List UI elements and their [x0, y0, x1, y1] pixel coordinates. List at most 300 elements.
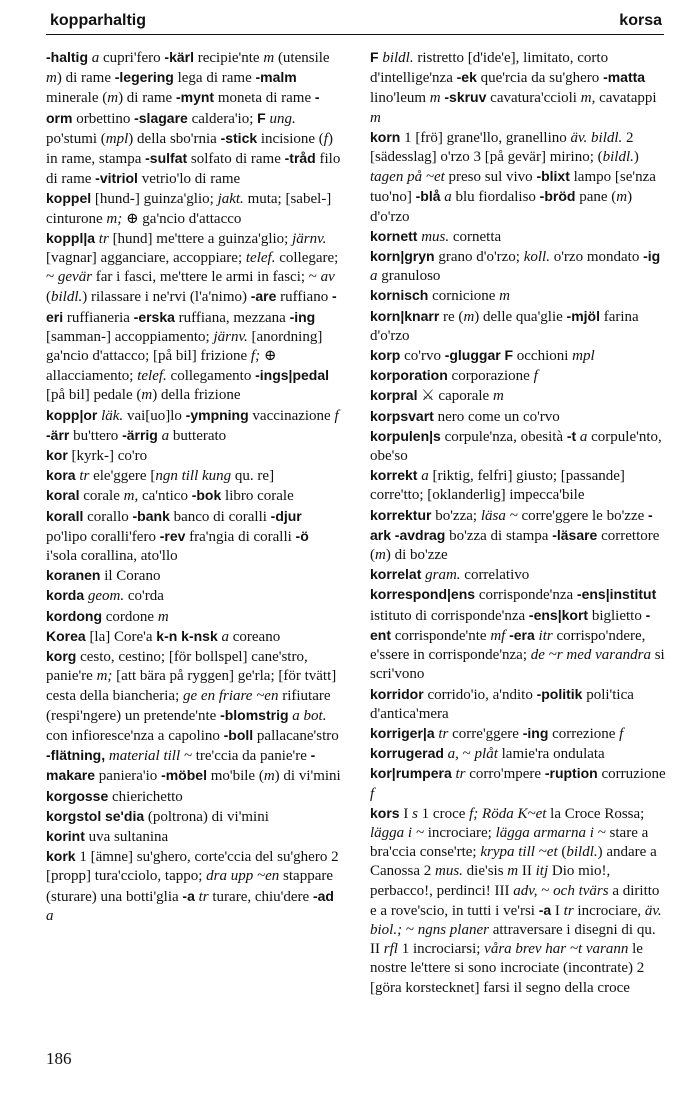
- definition-text: ~: [402, 921, 418, 938]
- headword: -ark: [370, 506, 653, 543]
- italic-label: mus.: [435, 863, 463, 880]
- definition-text: correzione: [548, 725, 620, 742]
- headword: korrektur: [370, 506, 432, 523]
- headword: -avdrag: [394, 526, 446, 543]
- headword: kor: [46, 447, 68, 464]
- dictionary-entry: [46, 807, 341, 827]
- italic-label: m: [375, 547, 386, 564]
- dictionary-entry: [370, 506, 666, 566]
- definition-text: ⊕ ga'ncio d'attacco: [122, 210, 242, 227]
- headword: koral: [46, 487, 80, 504]
- definition-text: [vagnar] agganciare, accoppiare;: [46, 250, 246, 267]
- headword: -gluggar: [444, 347, 501, 364]
- definition-text: recipie'nte: [194, 50, 264, 66]
- italic-label: adv,: [513, 882, 538, 899]
- italic-label: m: [157, 608, 169, 625]
- definition-text: ) in rame, stampa: [46, 130, 333, 168]
- italic-label: mus.: [417, 228, 450, 245]
- headword: -bank: [132, 507, 170, 524]
- definition-text: re (: [439, 308, 464, 325]
- italic-label: telef.: [245, 250, 276, 267]
- definition-text: corpule'nza, obesità: [440, 428, 567, 445]
- definition-text: fra'ngia di coralli: [185, 528, 296, 545]
- definition-text: filo di rame: [46, 151, 341, 188]
- headword: -boll: [223, 726, 254, 743]
- definition-text: turare, chiu'dere: [208, 888, 313, 905]
- dictionary-entry: [370, 247, 666, 286]
- italic-label: m: [616, 189, 628, 206]
- italic-label: lägga armarna i ~: [495, 824, 606, 841]
- dictionary-entry: [370, 744, 666, 764]
- headword: korrugerad: [370, 745, 444, 762]
- headword: kors: [370, 804, 400, 821]
- headword: -sulfat: [145, 150, 188, 167]
- headword: -mynt: [175, 89, 215, 106]
- dictionary-entry: [370, 366, 666, 386]
- definition-text: corre'ggere le bo'zze: [517, 507, 649, 524]
- definition-text: (utensile: [274, 50, 330, 66]
- italic-label: f: [334, 407, 339, 424]
- italic-label: m: [107, 90, 119, 107]
- italic-label: järnv.: [213, 328, 248, 345]
- definition-text: nero come un co'rvo: [433, 408, 560, 425]
- italic-label: geom.: [84, 588, 125, 605]
- definition-text: la Croce Rossa;: [546, 805, 645, 822]
- definition-text: le nostre le'ttere si sono incrociate (incontrate) 2 [göra korstecknet] farsi il segno della croce: [370, 941, 645, 996]
- definition-text: istituto di corrisponde'nza: [370, 607, 529, 624]
- headword: -makare: [46, 747, 316, 784]
- headword: korgstol: [46, 807, 102, 824]
- headword: korn|knarr: [370, 307, 440, 324]
- italic-label: m: [370, 109, 381, 126]
- definition-text: lamie'ra ondulata: [497, 746, 605, 763]
- definition-text: ) di rame: [56, 70, 115, 87]
- definition-text: correttore (: [370, 527, 660, 564]
- definition-text: lega di rame: [173, 70, 256, 87]
- headword: -orm: [46, 89, 320, 126]
- definition-text: ⊕ allacciamento;: [46, 348, 277, 385]
- definition-text: tre'ccia da panie're: [191, 748, 311, 765]
- definition-text: lino'leum: [370, 90, 430, 107]
- italic-label: a: [157, 427, 170, 444]
- headword: korgosse: [46, 787, 109, 804]
- italic-label: järnv.: [292, 230, 327, 247]
- italic-label: ung.: [265, 110, 296, 127]
- definition-text: libro corale: [221, 488, 294, 505]
- definition-text: (: [557, 844, 567, 861]
- headword: -ing: [289, 308, 316, 325]
- italic-label: bildl.: [51, 289, 83, 306]
- dictionary-entry: [46, 507, 341, 567]
- italic-label: a bot.: [288, 707, 327, 724]
- headword: kornett: [370, 227, 418, 244]
- definition-text: minerale (: [46, 90, 108, 107]
- dictionary-entry: [370, 407, 666, 427]
- definition-text: qu. re]: [231, 468, 275, 485]
- italic-label: ngn till kung: [155, 468, 232, 485]
- italic-label: telef.: [137, 368, 167, 385]
- definition-text: uva sultanina: [84, 828, 169, 845]
- headword: -erska: [133, 308, 175, 325]
- definition-text: vai[uo]lo: [123, 407, 186, 424]
- headword: korrespond|ens: [370, 586, 476, 603]
- headword: -legering: [114, 69, 174, 86]
- definition-text: stare a bra'ccia conse'rte;: [370, 824, 649, 861]
- definition-text: corro'mpere: [465, 766, 545, 783]
- italic-label: f: [370, 785, 375, 802]
- italic-label: krypa till ~et: [480, 844, 558, 861]
- dictionary-entry: [370, 346, 666, 366]
- definition-text: ) delle qua'glie: [474, 308, 567, 325]
- definition-text: ) della frizione: [152, 387, 241, 404]
- definition-text: con infioresce'nza a capolino: [46, 727, 224, 744]
- italic-label: f: [323, 130, 328, 147]
- headword: -ek: [456, 69, 477, 86]
- definition-text: bo'zza di stampa: [445, 527, 553, 544]
- headword: -vitriol: [95, 170, 138, 187]
- page-number: 186: [46, 1049, 72, 1068]
- italic-label: tr: [95, 230, 109, 247]
- definition-text: corrispo'ndere, e'ssere in corrisponde'nza;: [370, 627, 646, 664]
- italic-label: mpl: [572, 348, 595, 365]
- headword: -blixt: [536, 168, 570, 185]
- definition-text: co'rda: [124, 588, 164, 605]
- italic-label: a: [440, 189, 452, 206]
- headword: -mjöl: [566, 307, 600, 324]
- italic-label: a: [417, 468, 429, 485]
- italic-label: m: [263, 50, 275, 66]
- headword: F: [504, 347, 514, 364]
- dictionary-entry: [370, 128, 666, 227]
- definition-text: po'stumi (: [46, 130, 106, 147]
- headword: korpsvart: [370, 407, 434, 424]
- headword: koppel: [46, 190, 92, 207]
- headword: koppl|a: [46, 229, 96, 246]
- headword: -era: [509, 626, 535, 643]
- definition-text: cornetta: [449, 228, 502, 245]
- definition-text: corpule'nto, obe'so: [370, 428, 662, 465]
- headword: kopp|or: [46, 406, 98, 423]
- definition-text: bu'ttero: [69, 427, 123, 444]
- dictionary-entry: [46, 787, 341, 807]
- italic-label: m: [263, 768, 275, 785]
- headword: F: [257, 109, 266, 126]
- headword: -ad: [312, 887, 334, 904]
- definition-text: ele'ggere [: [89, 468, 156, 485]
- italic-label: f: [619, 725, 624, 742]
- definition-text: biglietto: [588, 607, 646, 624]
- headword: korporation: [370, 367, 448, 384]
- italic-label: våra brev har ~t varann: [484, 941, 629, 958]
- italic-label: a: [217, 628, 229, 645]
- definition-text: ~: [458, 746, 475, 763]
- dictionary-entry: [370, 307, 666, 346]
- italic-label: och tvärs: [553, 882, 609, 899]
- headword: korridor: [370, 685, 424, 702]
- definition-text: pane (: [575, 189, 617, 206]
- definition-text: vaccinazione: [248, 407, 335, 424]
- headword: korint: [46, 827, 85, 844]
- definition-text: banco di coralli: [169, 508, 271, 525]
- definition-text: grano d'o'rzo;: [434, 249, 524, 266]
- italic-label: ngns planer: [417, 921, 489, 938]
- italic-label: m: [463, 308, 475, 325]
- headword: korn: [370, 128, 401, 145]
- headword: kork: [46, 848, 76, 865]
- headword: -ig: [643, 248, 661, 265]
- italic-label: mpl: [105, 130, 129, 147]
- headword: -bröd: [539, 188, 576, 205]
- italic-label: bildl.: [602, 149, 634, 166]
- definition-text: [samman-] accoppiamento;: [46, 328, 214, 345]
- headword: -eri: [46, 288, 337, 325]
- dictionary-entry: [370, 48, 666, 128]
- italic-label: f; Röda K~et: [469, 805, 547, 822]
- definition-text: cupri'fero: [103, 50, 165, 66]
- italic-label: a: [46, 907, 54, 924]
- dictionary-entry: [370, 724, 666, 744]
- italic-label: gevär: [57, 269, 93, 286]
- dictionary-entry: [46, 847, 341, 926]
- italic-label: a: [576, 428, 588, 445]
- headword: -kärl: [164, 49, 194, 65]
- definition-text: mo'bile (: [206, 768, 264, 785]
- dictionary-entry: [46, 48, 341, 189]
- italic-label: material till ~: [105, 748, 192, 765]
- definition-text: far i fasci, me'ttere le armi in fasci; ~: [92, 269, 321, 286]
- dictionary-entry: [370, 764, 666, 803]
- headword: -möbel: [161, 767, 207, 784]
- headword: -ens|kort: [528, 606, 589, 623]
- definition-text: II: [518, 863, 536, 880]
- italic-label: tr: [434, 725, 449, 742]
- headword: k-n k-nsk: [156, 627, 218, 644]
- dictionary-entry: [370, 685, 666, 724]
- headword: -stick: [220, 129, 258, 146]
- definition-text: corrido'io, a'ndito: [423, 686, 537, 703]
- definition-text: corre'ggere: [448, 725, 523, 742]
- italic-label: m: [141, 387, 153, 404]
- dictionary-entry: [370, 427, 666, 466]
- definition-text: corale: [79, 488, 124, 505]
- definition-text: corrisponde'nza: [475, 587, 577, 604]
- italic-label: tagen på ~et: [370, 169, 445, 186]
- definition-text: poli'tica d'antica'mera: [370, 686, 634, 722]
- headword: -haltig: [46, 49, 88, 65]
- definition-text: incrociare;: [423, 824, 496, 841]
- definition-text: coreano: [229, 628, 281, 645]
- definition-text: preso sul vivo: [444, 169, 537, 186]
- headword: korda: [46, 587, 85, 604]
- italic-label: dra upp ~en: [206, 868, 280, 885]
- dictionary-entry: [370, 565, 666, 585]
- definition-text: lampo [se'nza tuo'no]: [370, 169, 656, 206]
- dictionary-entry: [370, 386, 666, 406]
- headword: -tråd: [284, 150, 316, 167]
- right-column: [370, 48, 666, 998]
- definition-text: stappare (sturare) una botti'glia: [46, 868, 334, 905]
- definition-text: a diritto e a rove'scio, in tutti i ve'rsi: [370, 882, 660, 919]
- definition-text: muta; [sabel-] cinturone: [46, 191, 332, 227]
- headword: korall: [46, 507, 84, 524]
- italic-label: a,: [443, 746, 459, 763]
- dictionary-entry: [46, 189, 341, 228]
- headword: -bok: [191, 487, 222, 504]
- italic-label: tr: [194, 888, 209, 905]
- definition-text: moneta di rame: [214, 90, 315, 107]
- headword: kora: [46, 467, 76, 484]
- definition-text: granuloso: [377, 268, 441, 285]
- headword: -ärr: [46, 426, 70, 443]
- definition-text: solfato di rame: [187, 151, 285, 168]
- definition-text: corporazione: [447, 368, 534, 385]
- definition-text: ) della sbo'rnia: [128, 130, 221, 147]
- definition-text: [på bil] pedale (: [46, 387, 142, 404]
- definition-text: que'rcia da su'ghero: [476, 70, 604, 87]
- definition-text: farina d'o'rzo: [370, 308, 639, 344]
- headword: koranen: [46, 567, 101, 584]
- definition-text: cordone: [102, 608, 158, 625]
- headword: -politik: [536, 685, 583, 702]
- definition-text: o'rzo mondato: [549, 249, 644, 266]
- definition-text: cavatappi: [595, 90, 657, 107]
- italic-label: tr: [75, 468, 90, 485]
- definition-text: butterato: [169, 427, 227, 444]
- definition-text: pallacane'stro: [253, 727, 339, 744]
- headword: -djur: [270, 507, 302, 524]
- italic-label: m: [46, 70, 57, 87]
- italic-label: äv. biol.;: [370, 902, 662, 938]
- headword: -ympning: [185, 406, 249, 423]
- definition-text: 1 [ämne] su'ghero, corte'ccia del su'ghero 2 [propp] tura'cciolo, tappo;: [46, 849, 339, 885]
- headword: kor|rumpera: [370, 765, 452, 782]
- definition-text: cornicione: [428, 288, 500, 305]
- running-header: [46, 12, 664, 35]
- dictionary-entry: [370, 585, 666, 684]
- headword: kornisch: [370, 287, 429, 304]
- dictionary-entry: [46, 466, 341, 486]
- definition-text: Dio mio!, perbacco!, perdinci! III: [370, 863, 611, 899]
- headword: -blå: [415, 188, 441, 205]
- italic-label: m;: [106, 210, 123, 227]
- headword: F: [370, 49, 379, 65]
- definition-text: vetrio'lo di rame: [137, 171, 241, 188]
- definition-text: incrociare,: [573, 902, 645, 919]
- definition-text: ~: [537, 882, 554, 899]
- headword: -ings|pedal: [255, 367, 330, 384]
- definition-text: ) di vi'mini: [274, 768, 341, 785]
- italic-label: läsa ~: [480, 507, 518, 524]
- headword: -slagare: [134, 109, 188, 126]
- definition-text: cavatura'ccioli: [486, 90, 581, 107]
- dictionary-entry: [46, 566, 341, 586]
- dictionary-entry: [46, 486, 341, 506]
- headword: -skruv: [444, 89, 487, 106]
- definition-text: ) andare a Canossa 2: [370, 844, 657, 880]
- italic-label: m,: [580, 90, 596, 107]
- italic-label: m: [499, 288, 511, 305]
- headword: -a: [182, 887, 195, 904]
- definition-text: occhioni: [513, 348, 573, 365]
- definition-text: [hund] me'ttere a guinza'glio;: [108, 230, 293, 247]
- header-first-word: kopparhaltig: [50, 12, 147, 29]
- headword: korpulen|s: [370, 427, 441, 444]
- headword: -blomstrig: [220, 706, 289, 723]
- italic-label: äv. bildl.: [570, 129, 623, 146]
- headword: korriger|a: [370, 724, 435, 741]
- dictionary-entry: [46, 446, 341, 466]
- dictionary-entry: [370, 227, 666, 247]
- definition-text: [la] Core'a: [85, 628, 157, 645]
- headword: se'dia: [104, 807, 145, 824]
- definition-text: orbettino: [72, 110, 135, 127]
- definition-text: ca'ntico: [138, 488, 192, 505]
- headword: korp: [370, 347, 401, 364]
- definition-text: corrisponde'nte: [391, 627, 491, 644]
- definition-text: incisione (: [257, 130, 324, 147]
- italic-label: tr: [451, 766, 466, 783]
- definition-text: po'lipo coralli'fero: [46, 528, 160, 545]
- headword: -ing: [522, 724, 549, 741]
- headword: -ärrig: [122, 426, 158, 443]
- headword: -flätning,: [46, 747, 106, 764]
- italic-label: koll.: [523, 249, 550, 266]
- headword: korrelat: [370, 566, 422, 583]
- italic-label: a: [88, 50, 103, 66]
- definition-text: chierichetto: [108, 788, 183, 805]
- definition-text: collegare; ~: [46, 250, 339, 286]
- italic-label: m: [492, 388, 504, 405]
- italic-label: läk.: [97, 407, 124, 424]
- headword: -malm: [255, 69, 297, 86]
- italic-label: itj: [535, 863, 549, 880]
- definition-text: corallo: [83, 508, 133, 525]
- definition-text: 1 [frö] grane'llo, granellino: [400, 129, 571, 146]
- definition-text: ): [633, 149, 639, 166]
- definition-text: 1 croce: [417, 805, 470, 822]
- headword: korpral: [370, 387, 418, 404]
- dictionary-entry: [46, 647, 341, 786]
- definition-text: i'sola corallina, ato'llo: [46, 548, 178, 565]
- headword: -ens|institut: [576, 586, 657, 603]
- dictionary-entry: [46, 586, 341, 606]
- italic-label: jakt.: [217, 191, 244, 208]
- definition-text: ) rilassare i ne'rvi (l'a'nimo): [82, 289, 251, 306]
- headword: -matta: [603, 69, 646, 86]
- dictionary-entry: [370, 286, 666, 306]
- italic-label: f: [533, 368, 538, 385]
- italic-label: m;: [96, 668, 113, 685]
- headword: -ö: [295, 527, 309, 544]
- definition-text: corruzione: [597, 766, 666, 783]
- definition-text: caldera'io;: [187, 110, 258, 127]
- definition-text: attraversare i disegni di qu. II: [370, 921, 656, 958]
- dictionary-entry: [370, 804, 666, 998]
- italic-label: a: [370, 268, 378, 285]
- definition-text: [att bära på ryggen] ge'rla; [för tvätt] cesta della biancheria;: [46, 668, 337, 704]
- definition-text: ) d'o'rzo: [370, 189, 633, 225]
- headword: kordong: [46, 607, 102, 624]
- italic-label: bildl.: [566, 844, 598, 861]
- definition-text: rifiutare (respi'ngere) un pretende'nte: [46, 687, 331, 724]
- definition-text: 2 [sädesslag] o'rzo 3 [på gevär] mirino; (: [370, 129, 634, 166]
- definition-text: si scri'vono: [370, 647, 665, 683]
- definition-text: [anordning] ga'ncio d'attacco; [på bil] frizione: [46, 328, 323, 365]
- definition-text: ⚔ caporale: [417, 388, 493, 405]
- definition-text: (: [46, 289, 51, 306]
- italic-label: itr: [534, 627, 553, 644]
- definition-text: il Corano: [100, 568, 161, 585]
